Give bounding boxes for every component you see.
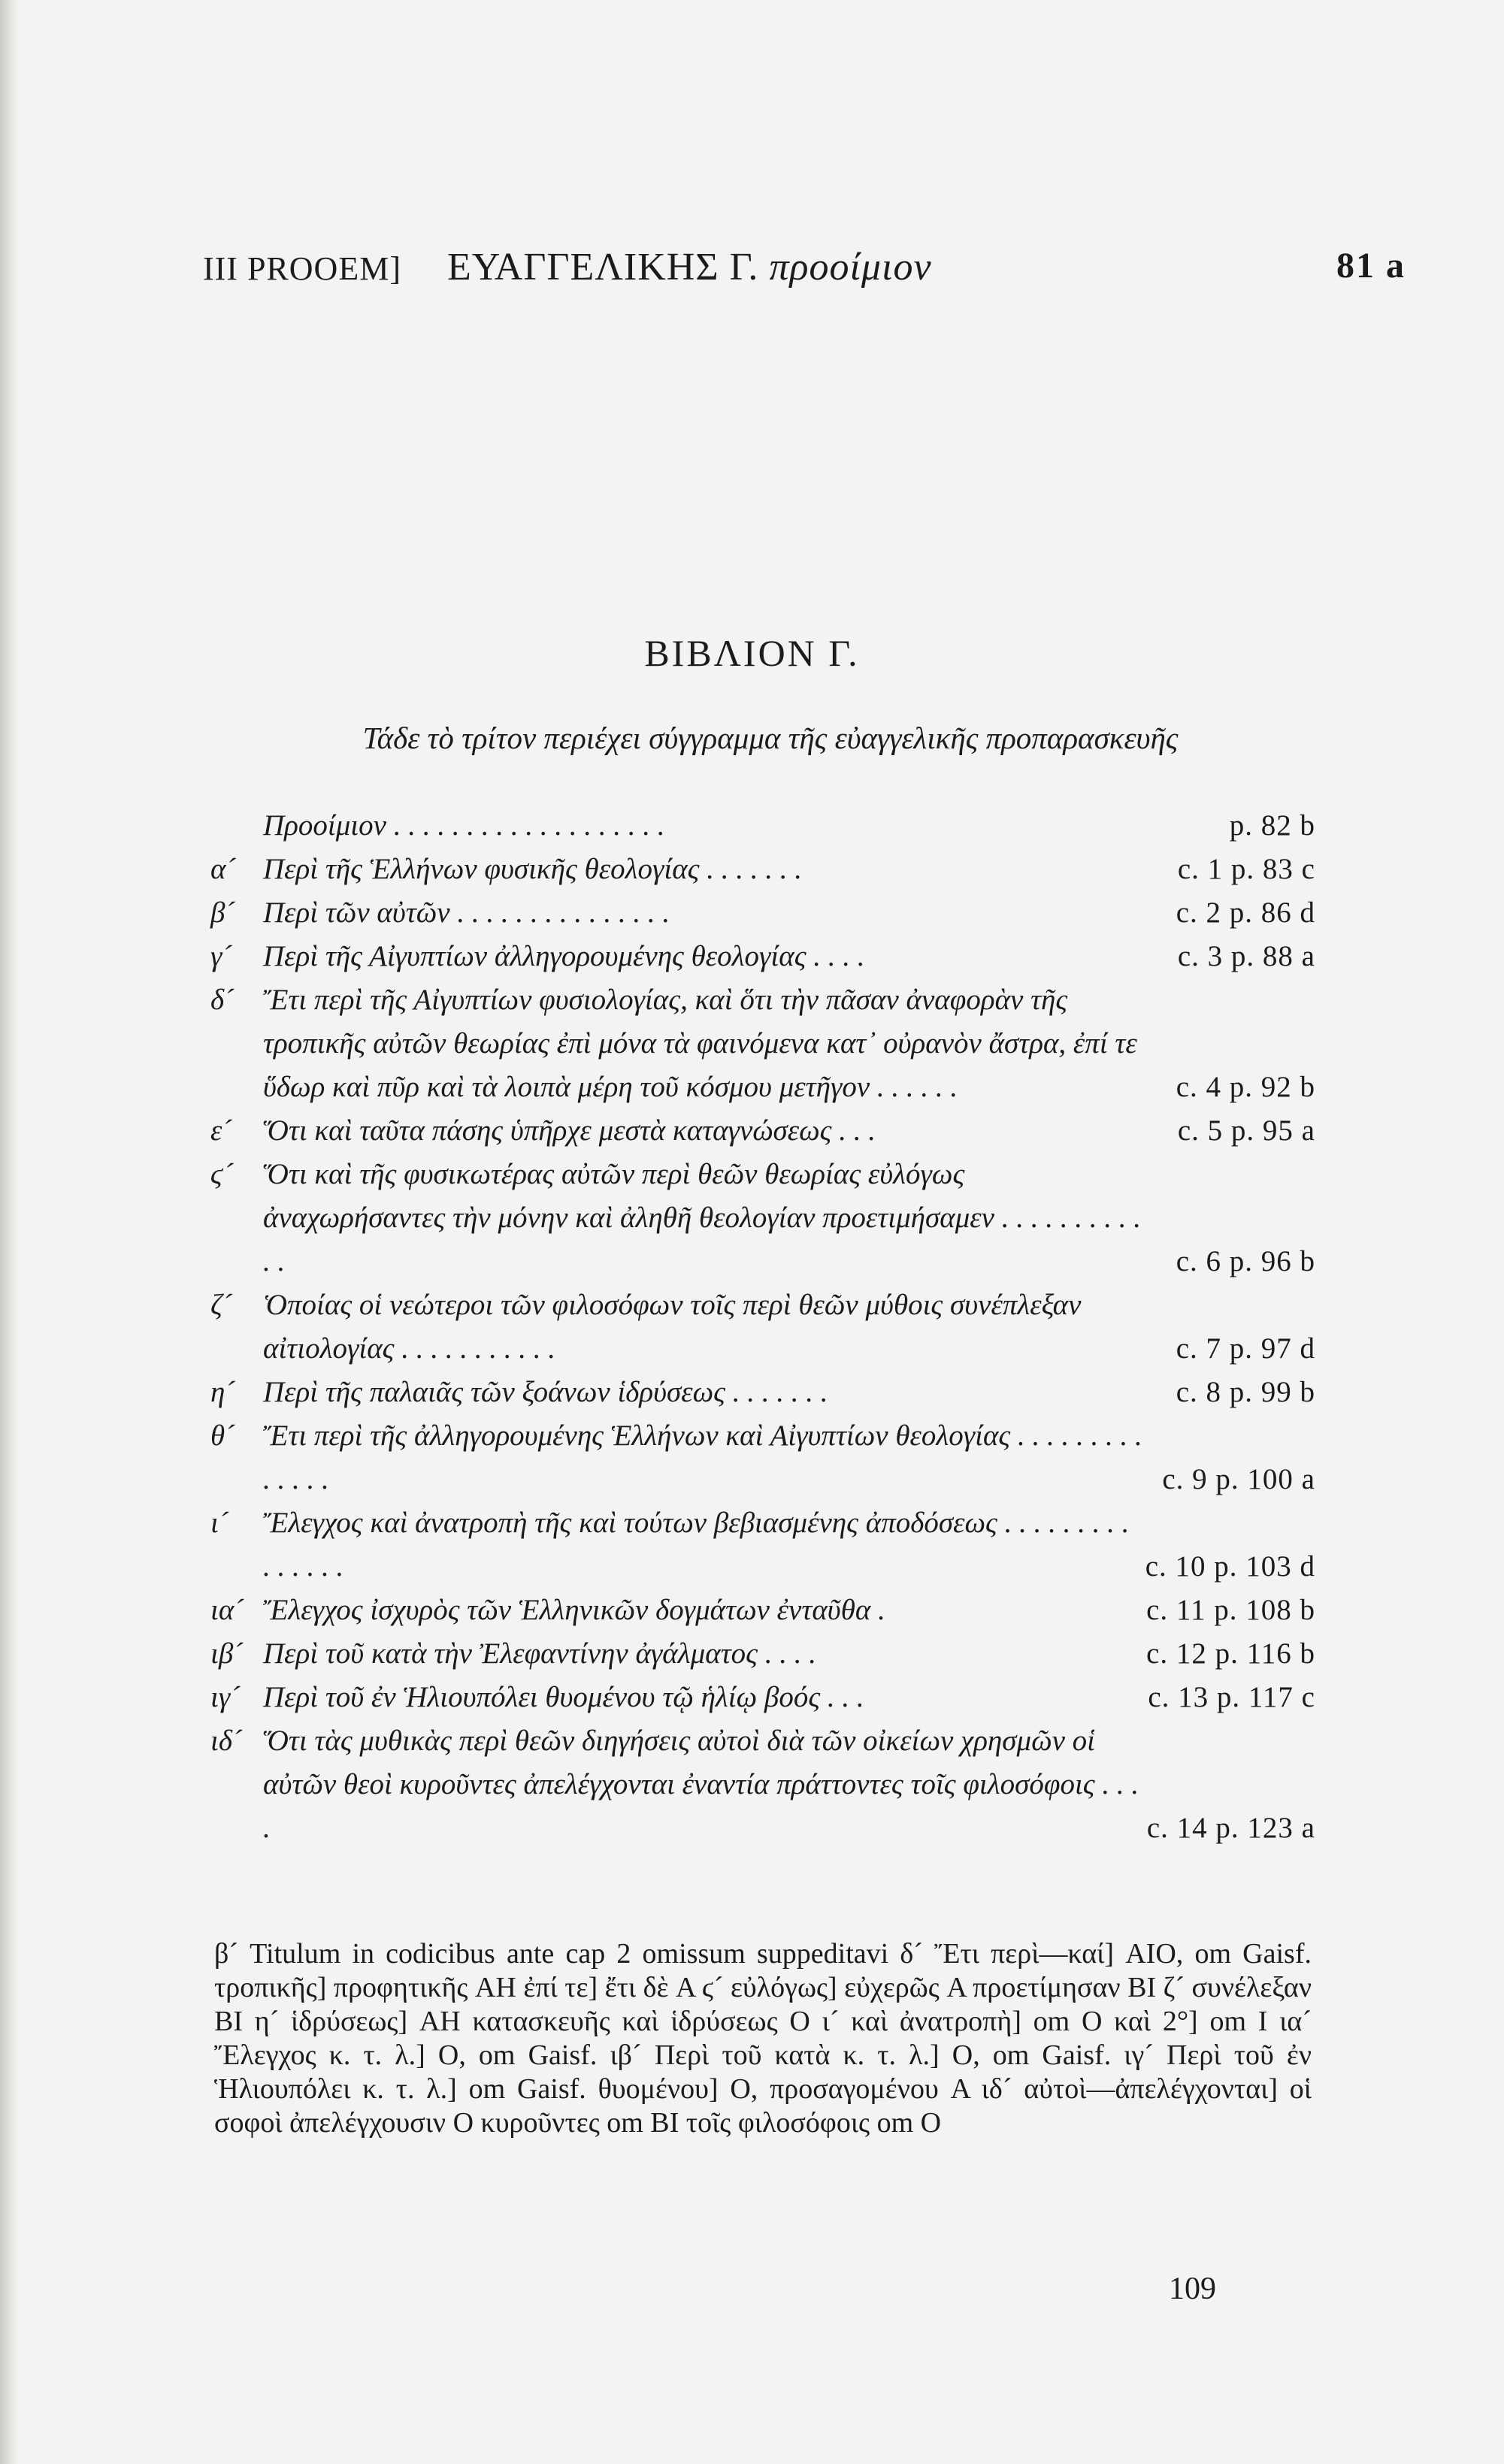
book-intro: Τάδε τὸ τρίτον περιέχει σύγγραμμα τῆς εὐαγγελικῆς προπαρασκευῆς <box>362 721 1179 755</box>
toc-entry-reference: c. 2 p. 86 d <box>1176 896 1315 929</box>
toc-entry-number: ε´ <box>210 1114 232 1147</box>
toc-entry <box>210 1109 1315 1153</box>
toc-entry-title: Ἔλεγχος ἰσχυρὸς τῶν Ἑλληνικῶν δογμάτων ἐνταῦθα . <box>263 1594 885 1626</box>
toc-entry-reference: c. 6 p. 96 b <box>1176 1245 1315 1277</box>
toc-entry-title: Προοίμιον . . . . . . . . . . . . . . . . . . . <box>263 809 665 842</box>
toc-entry <box>210 1371 1315 1414</box>
toc-entry-number: ι´ <box>210 1507 228 1539</box>
toc-entry-title: Ἔτι περὶ τῆς ἀλληγορουμένης Ἑλλήνων καὶ Αἰγυπτίων θεολογίας . . . . . . . . . . . . . . <box>263 1419 1142 1495</box>
toc-entry-title: Ἔλεγχος καὶ ἀνατροπὴ τῆς καὶ τούτων βεβιασμένης ἀποδόσεως . . . . . . . . . . . . . . . <box>263 1507 1130 1583</box>
toc-entry-reference: c. 8 p. 99 b <box>1176 1376 1315 1408</box>
running-head-title <box>447 245 932 289</box>
toc-entry-number: ιδ´ <box>210 1725 242 1757</box>
toc-entry-reference: c. 11 p. 108 b <box>1146 1594 1315 1626</box>
toc-entry-title: Περὶ τῆς Ἑλλήνων φυσικῆς θεολογίας . . . . . . . <box>263 853 802 885</box>
toc-entry-number: γ´ <box>210 940 232 972</box>
toc-entry-title: Περὶ τῆς Αἰγυπτίων ἀλληγορουμένης θεολογίας . . . . <box>263 940 865 972</box>
running-head-title-italic: προοίμιον <box>769 246 932 289</box>
toc-entry-title: Ὅτι καὶ ταῦτα πάσης ὑπῆρχε μεστὰ καταγνώσεως . . . <box>263 1114 876 1147</box>
toc-entry-title: Περὶ τῆς παλαιᾶς τῶν ξοάνων ἱδρύσεως . . . . . . . <box>263 1376 828 1408</box>
toc-entry-title: Ὅτι τὰς μυθικὰς περὶ θεῶν διηγήσεις αὐτοὶ διὰ τῶν οἰκείων χρησμῶν οἱ αὐτῶν θεοὶ κυροῦντες ἀπελέγχονται ἐναντία πράττοντες τοῖς φιλοσόφοις . . . . <box>263 1725 1139 1844</box>
running-head-title-main: ΕΥΑΓΓΕΛΙΚΗΣ Γ. <box>447 246 759 289</box>
toc-entry-title: Περὶ τοῦ ἐν Ἡλιουπόλει θυομένου τῷ ἡλίῳ βοός . . . <box>263 1681 864 1713</box>
toc-entry-number: β´ <box>210 896 235 929</box>
toc-entry-number: ϛ´ <box>210 1158 234 1190</box>
toc-entry-number: ζ´ <box>210 1289 232 1321</box>
toc-entry <box>210 891 1315 935</box>
toc-entry-reference: c. 14 p. 123 a <box>1146 1812 1315 1844</box>
toc-entry <box>210 935 1315 978</box>
toc-entry <box>210 1153 1315 1283</box>
toc-entry-reference: c. 5 p. 95 a <box>1177 1114 1315 1147</box>
toc-entry-reference: c. 10 p. 103 d <box>1145 1550 1315 1583</box>
toc-entry-title: Περὶ τῶν αὐτῶν . . . . . . . . . . . . . . . <box>263 896 670 929</box>
apparatus-text: β´ Titulum in codicibus ante cap 2 omissum suppeditavi δ´ Ἔτι περὶ—καί] AIO, om Gaisf. τροπικῆς] προφητικῆς AH ἐπί τε] ἔτι δὲ A ϛ´ εὐλόγως] εὐχερῶς A προετίμησαν BI ζ´ συνέλεξαν BI η´ ἱδρύσεως] AH κατασκευῆς καὶ ἱδρύσεως O ι´ καὶ ἀνατροπὴ] om O καὶ 2°] om I ια´ Ἔλεγχος κ. τ. λ.] O, om Gaisf. ιβ´ Περὶ τοῦ κατὰ κ. τ. λ.] O, om Gaisf. ιγ´ Περὶ τοῦ ἐν Ἡλιουπόλει κ. τ. λ.] om Gaisf. θυομένου] O, προσαγομένου A ιδ´ αὐτοὶ—ἀπελέγχονται] οἱ σοφοὶ ἀπελέγχουσιν O κυροῦντες om BI τοῖς φιλοσόφοις om O <box>214 1938 1312 2139</box>
toc-entry-reference: c. 9 p. 100 a <box>1162 1463 1315 1495</box>
toc-entry <box>210 978 1315 1109</box>
toc-entry-number: ια´ <box>210 1594 244 1626</box>
toc-entry-number: θ´ <box>210 1419 235 1452</box>
toc-entry-reference: c. 13 p. 117 c <box>1148 1681 1315 1713</box>
page-binding-edge <box>0 0 20 2464</box>
toc-entry <box>210 848 1315 891</box>
running-head <box>203 246 1406 302</box>
toc-entry-reference: c. 4 p. 92 b <box>1176 1071 1315 1103</box>
toc-entry-title: Περὶ τοῦ κατὰ τὴν Ἐλεφαντίνην ἀγάλματος . . . . <box>263 1637 816 1670</box>
toc-entry-number: ιβ´ <box>210 1637 244 1670</box>
toc-entry-reference: c. 3 p. 88 a <box>1177 940 1315 972</box>
toc-entry <box>210 1719 1315 1850</box>
running-head-folio: 81 a <box>1336 246 1406 286</box>
toc-entry <box>210 1632 1315 1676</box>
toc-entry-title: Ἔτι περὶ τῆς Αἰγυπτίων φυσιολογίας, καὶ ὅτι τὴν πᾶσαν ἀναφορὰν τῆς τροπικῆς αὐτῶν θεωρίας ἐπὶ μόνα τὰ φαινόμενα κατ᾽ οὐρανὸν ἄστρα, ἐπί τε ὕδωρ καὶ πῦρ καὶ τὰ λοιπὰ μέρη τοῦ κόσμου μετῆγον . . . . . . <box>263 984 1137 1103</box>
toc-entry-reference: c. 7 p. 97 d <box>1176 1332 1315 1365</box>
toc-entry <box>210 1283 1315 1371</box>
toc-entry <box>210 804 1315 848</box>
toc-entry-reference: p. 82 b <box>1229 809 1315 842</box>
toc-entry <box>210 1414 1315 1501</box>
toc-entry-title: Ὅτι καὶ τῆς φυσικωτέρας αὐτῶν περὶ θεῶν θεωρίας εὐλόγως ἀναχωρήσαντες τὴν μόνην καὶ ἀληθῆ θεολογίαν προετιμήσαμεν . . . . . . . . . . . . <box>263 1158 1141 1277</box>
toc-entry-number: η´ <box>210 1376 235 1408</box>
toc-entry <box>210 1501 1315 1589</box>
apparatus-criticus <box>214 1937 1312 2140</box>
book-title: ΒΙΒΛΙΟΝ Γ. <box>644 632 860 674</box>
toc-entry-number: ιγ´ <box>210 1681 241 1713</box>
toc-entry-reference: c. 1 p. 83 c <box>1177 853 1315 885</box>
toc-entry <box>210 1589 1315 1632</box>
running-head-section: III PROOEM] <box>203 250 401 287</box>
toc-entry-number: δ´ <box>210 984 235 1016</box>
toc-entry <box>210 1676 1315 1719</box>
table-of-contents <box>210 804 1315 1850</box>
toc-entry-number: α´ <box>210 853 236 885</box>
toc-entry-reference: c. 12 p. 116 b <box>1146 1637 1315 1670</box>
page-number: 109 <box>1169 2272 1216 2306</box>
toc-entry-title: Ὁποίας οἱ νεώτεροι τῶν φιλοσόφων τοῖς περὶ θεῶν μύθοις συνέπλεξαν αἰτιολογίας . . . . . . . . . . . <box>263 1289 1082 1365</box>
